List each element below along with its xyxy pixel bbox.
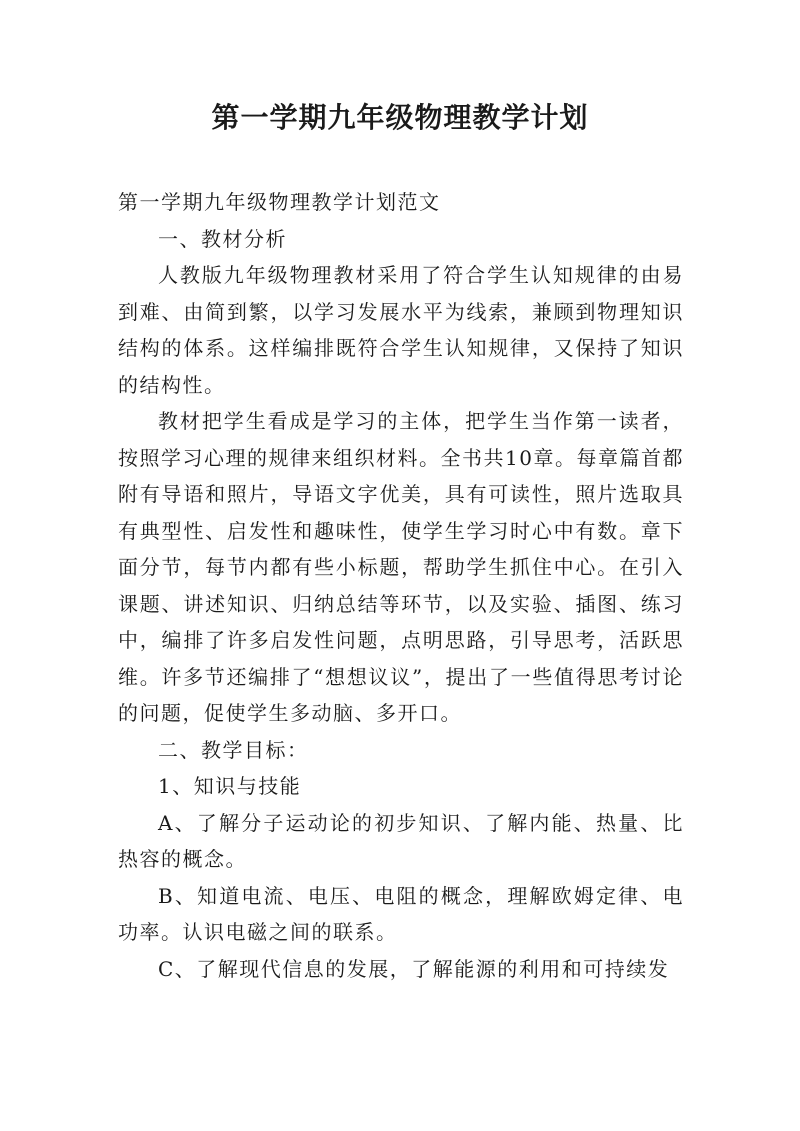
paragraph-materials-overview: 人教版九年级物理教材采用了符合学生认知规律的由易到难、由简到繁，以学习发展水平为线索，兼顾到物理知识结构的体系。这样编排既符合学生认知规律，又保持了知识的结构性。	[118, 263, 684, 397]
section-heading-materials: 一、教材分析	[158, 226, 287, 251]
list-item-a: A、了解分子运动论的初步知识、了解内能、热量、比热容的概念。	[118, 810, 684, 871]
list-item-b: B、知道电流、电压、电阻的概念，理解欧姆定律、电功率。认识电磁之间的联系。	[118, 883, 684, 944]
document-subtitle: 第一学期九年级物理教学计划范文	[118, 190, 441, 214]
section-heading-objectives: 二、教学目标：	[158, 737, 309, 762]
document-body	[118, 184, 684, 987]
document-title: 第一学期九年级物理教学计划	[211, 101, 589, 134]
subheading-knowledge-skills: 1、知识与技能	[158, 774, 302, 798]
paragraph-materials-structure: 教材把学生看成是学习的主体，把学生当作第一读者，按照学习心理的规律来组织材料。全书共10章。每章篇首都附有导语和照片，导语文字优美，具有可读性，照片选取具有典型性、启发性和趣味性，使学生学习时心中有数。章下面分节，每节内都有些小标题，帮助学生抓住中心。在引入课题、讲述知识、归纳总结等环节，以及实验、插图、练习中，编排了许多启发性问题，点明思路，引导思考，活跃思维。许多节还编排了“想想议议”，提出了一些值得思考讨论的问题，促使学生多动脑、多开口。	[118, 409, 684, 725]
list-item-c: C、了解现代信息的发展，了解能源的利用和可持续发	[158, 956, 670, 981]
